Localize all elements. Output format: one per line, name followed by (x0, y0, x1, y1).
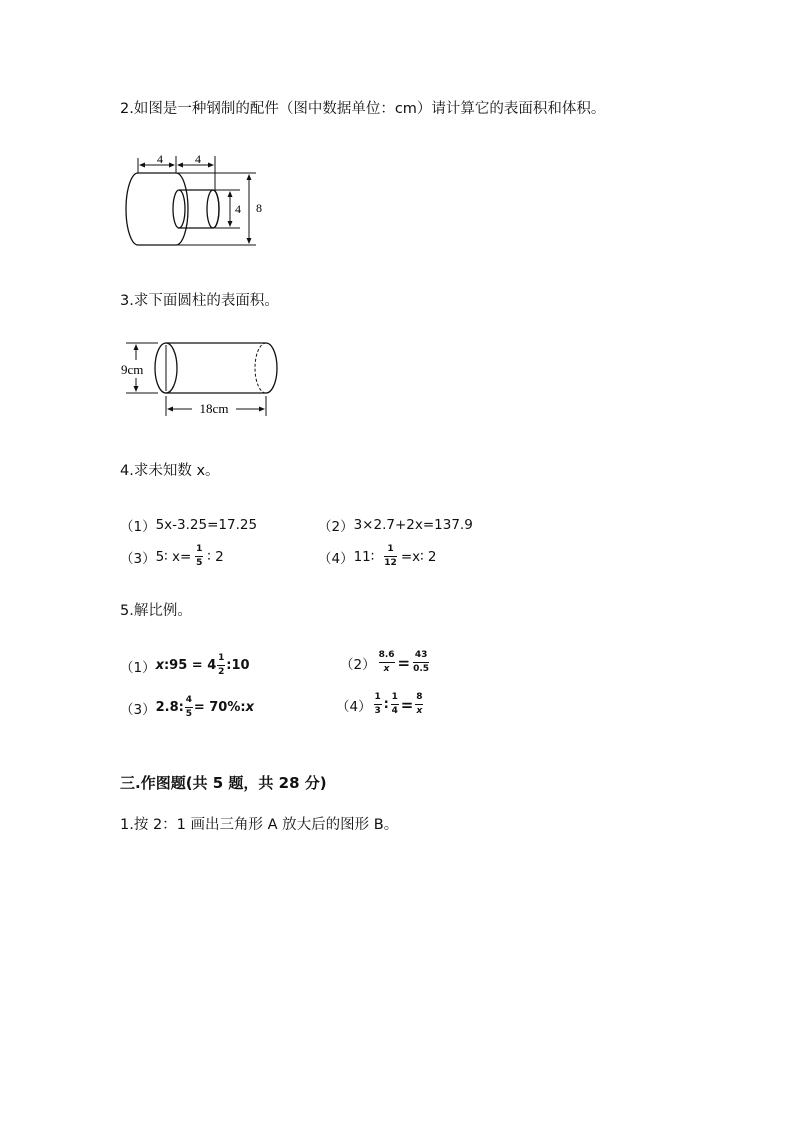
q4-item-3: （3） 5∶ x= $\frac{1}{5}$ ∶ 2 (120, 544, 224, 568)
q2-outer-dia-label: 8 (256, 201, 262, 215)
section3-q1-text: 1.按 2：1 画出三角形 A 放大后的图形 B。 (120, 817, 399, 833)
section3-heading: 三.作图题(共 5 题，共 28 分) (120, 774, 327, 792)
q4-item-1: （1） 5x-3.25=17.25 (120, 517, 258, 535)
q2-inner-len-label: 4 (195, 152, 201, 166)
q5-item-2: （2） $\frac{8.6}{x}$ = $\frac{43}{0.5}$ (340, 650, 430, 674)
q2-outer-len-label: 4 (157, 152, 163, 166)
q5-item-1: （1） x :95 = 4 $\frac{1}{2}$ :10 (120, 653, 250, 677)
q3-diameter-label: 9cm (121, 362, 144, 377)
q3-text: 3.求下面圆柱的表面积。 (120, 293, 279, 309)
q5-item-4: （4） $\frac{1}{3}$ : $\frac{1}{4}$ = $\frac{8}{x}$ (336, 692, 423, 716)
q5-text: 5.解比例。 (120, 603, 192, 619)
q2-inner-dia-label: 4 (235, 202, 241, 216)
q2-text: 2.如图是一种钢制的配件（图中数据单位：cm）请计算它的表面积和体积。 (120, 101, 606, 117)
q4-text: 4.求未知数 x。 (120, 463, 220, 479)
q3-figure (118, 338, 284, 424)
q2-figure (118, 148, 278, 254)
q5-item-3: （3） 2.8: $\frac{4}{5}$ = 70%: x (120, 695, 254, 719)
q4-item-2: （2） 3×2.7+2x=137.9 (318, 517, 473, 535)
q2-outer-cylinder (126, 173, 188, 245)
q4-item-4: （4） 11∶ $\frac{1}{12}$ =x∶ 2 (318, 544, 437, 568)
q3-length-label: 18cm (199, 401, 229, 416)
